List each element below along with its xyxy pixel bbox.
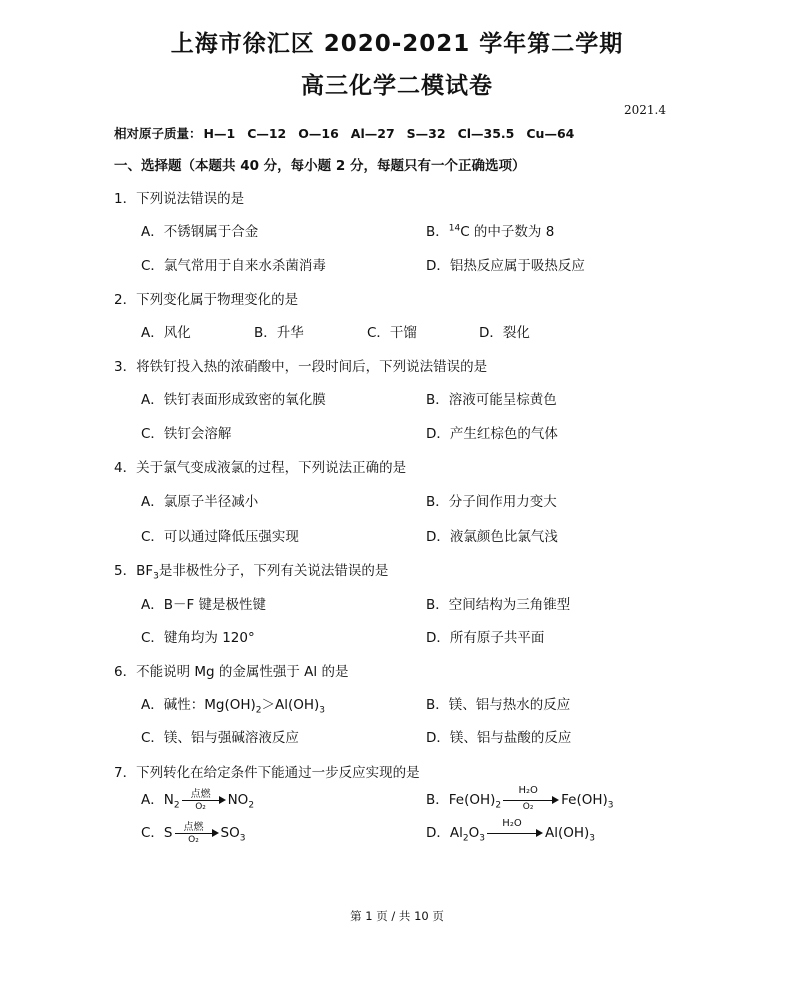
option-a-prefix: A．碱性：Mg(OH): [141, 697, 256, 713]
atomic-masses-line: [114, 124, 586, 142]
question-5-option-d: D．所有原子共平面: [426, 630, 545, 646]
option-b-prefix: B．: [426, 224, 449, 240]
subscript: 2: [173, 800, 180, 811]
reactant-mid: O: [468, 825, 480, 841]
reaction-arrow: [487, 820, 543, 846]
question-1-option-c: C．氯气常用于自来水杀菌消毒: [141, 258, 326, 274]
question-3-option-a: A．铁钉表面形成致密的氧化膜: [141, 392, 326, 408]
arrow-condition-above: 点燃: [183, 822, 204, 833]
product: NO: [227, 792, 249, 808]
question-7-option-b: [426, 787, 614, 813]
question-2-option-a: A．风化: [141, 325, 191, 341]
subscript: 3: [479, 833, 485, 844]
option-a-mid: ＞Al(OH): [261, 697, 320, 713]
question-4-option-c: C．可以通过降低压强实现: [141, 529, 299, 545]
reactant: C．S: [141, 825, 173, 841]
question-1-option-a: A．不锈钢属于合金: [141, 224, 259, 240]
question-5-option-a: A．B－F 键是极性键: [141, 597, 267, 613]
reactant: D．Al: [426, 825, 463, 841]
question-3-stem: 3．将铁钉投入热的浓硝酸中，一段时间后，下列说法错误的是: [114, 359, 488, 375]
arrow-line: [175, 833, 213, 834]
question-1-stem: 1．下列说法错误的是: [114, 191, 245, 207]
question-7-option-d: [426, 820, 595, 846]
atomic-mass-item: O—16: [298, 126, 339, 141]
arrow-line: [182, 800, 220, 801]
question-2-stem: 2．下列变化属于物理变化的是: [114, 292, 299, 308]
arrow-line: [487, 833, 537, 834]
atomic-mass-item: Cl—35.5: [457, 126, 515, 141]
question-4-option-d: D．液氯颜色比氯气浅: [426, 529, 558, 545]
question-6-option-a: [141, 693, 325, 716]
subscript: 3: [589, 833, 596, 844]
atomic-mass-item: S—32: [406, 126, 446, 141]
reaction-arrow: [182, 787, 226, 813]
arrow-condition-below: O₂: [195, 802, 206, 812]
question-6-option-b: B．镁、铝与热水的反应: [426, 697, 571, 713]
exam-title-line1: 上海市徐汇区 2020-2021 学年第二学期: [170, 31, 624, 57]
arrow-condition-below: O₂: [188, 835, 199, 845]
question-7-option-a: [141, 787, 254, 813]
question-2-option-c: C．干馏: [367, 325, 417, 341]
question-4-option-b: B．分子间作用力变大: [426, 494, 557, 510]
question-6-option-c: C．镁、铝与强碱溶液反应: [141, 730, 299, 746]
question-4-option-a: A．氯原子半径减小: [141, 494, 259, 510]
subscript: 3: [239, 833, 246, 844]
reactant: B．Fe(OH): [426, 792, 496, 808]
subscript: 2: [255, 705, 262, 716]
question-3-option-d: D．产生红棕色的气体: [426, 426, 558, 442]
subscript: 2: [248, 800, 255, 811]
subscript: 2: [462, 833, 469, 844]
question-6-stem: 6．不能说明 Mg 的金属性强于 Al 的是: [114, 664, 349, 680]
atomic-mass-item: Cu—64: [526, 126, 575, 141]
question-6-option-d: D．镁、铝与盐酸的反应: [426, 730, 572, 746]
question-4-stem: 4．关于氯气变成液氯的过程，下列说法正确的是: [114, 460, 407, 476]
question-5-stem: [114, 559, 388, 582]
page-footer: 第 1 页 / 共 10 页: [350, 909, 444, 923]
question-3-option-c: C．铁钉会溶解: [141, 426, 232, 442]
subscript: 3: [319, 705, 326, 716]
product: Fe(OH): [561, 792, 608, 808]
exam-title-line2: 高三化学二模试卷: [301, 73, 493, 99]
subscript: 3: [607, 800, 614, 811]
atomic-mass-item: H—1: [203, 126, 236, 141]
question-7-option-c: [141, 820, 245, 846]
option-b-text: C 的中子数为 8: [460, 224, 555, 240]
arrow-line: [503, 800, 553, 801]
section-heading: 一、选择题（本题共 40 分，每小题 2 分，每题只有一个正确选项）: [114, 158, 526, 174]
arrow-condition-below: O₂: [522, 802, 534, 812]
question-2-option-d: D．裂化: [479, 325, 530, 341]
exam-date: 2021.4: [624, 103, 666, 117]
arrow-condition-above: 点燃: [190, 789, 211, 800]
atomic-masses-label: 相对原子质量：: [114, 126, 202, 141]
product: Al(OH): [545, 825, 590, 841]
arrow-head-icon: [212, 829, 219, 837]
stem-prefix: 5．BF: [114, 563, 154, 579]
reactant: A．N: [141, 792, 174, 808]
question-5-option-c: C．键角均为 120°: [141, 630, 255, 646]
subscript: 3: [153, 571, 159, 582]
arrow-head-icon: [552, 796, 559, 804]
question-3-option-b: B．溶液可能呈棕黄色: [426, 392, 557, 408]
isotope-mass-number: 14: [448, 223, 461, 234]
question-1-option-b: [426, 220, 554, 240]
arrow-head-icon: [536, 829, 543, 837]
subscript: 2: [495, 800, 502, 811]
stem-text: 是非极性分子，下列有关说法错误的是: [158, 563, 389, 579]
atomic-mass-item: C—12: [247, 126, 287, 141]
product: SO: [220, 825, 240, 841]
reaction-arrow: [503, 787, 559, 813]
question-2-option-b: B．升华: [254, 325, 304, 341]
question-5-option-b: B．空间结构为三角锥型: [426, 597, 571, 613]
question-7-stem: 7．下列转化在给定条件下能通过一步反应实现的是: [114, 765, 420, 781]
atomic-mass-item: Al—27: [350, 126, 395, 141]
reaction-arrow: [175, 820, 219, 846]
arrow-condition-above: H₂O: [502, 818, 522, 829]
question-1-option-d: D．铝热反应属于吸热反应: [426, 258, 585, 274]
arrow-head-icon: [219, 796, 226, 804]
arrow-condition-above: H₂O: [518, 785, 538, 796]
